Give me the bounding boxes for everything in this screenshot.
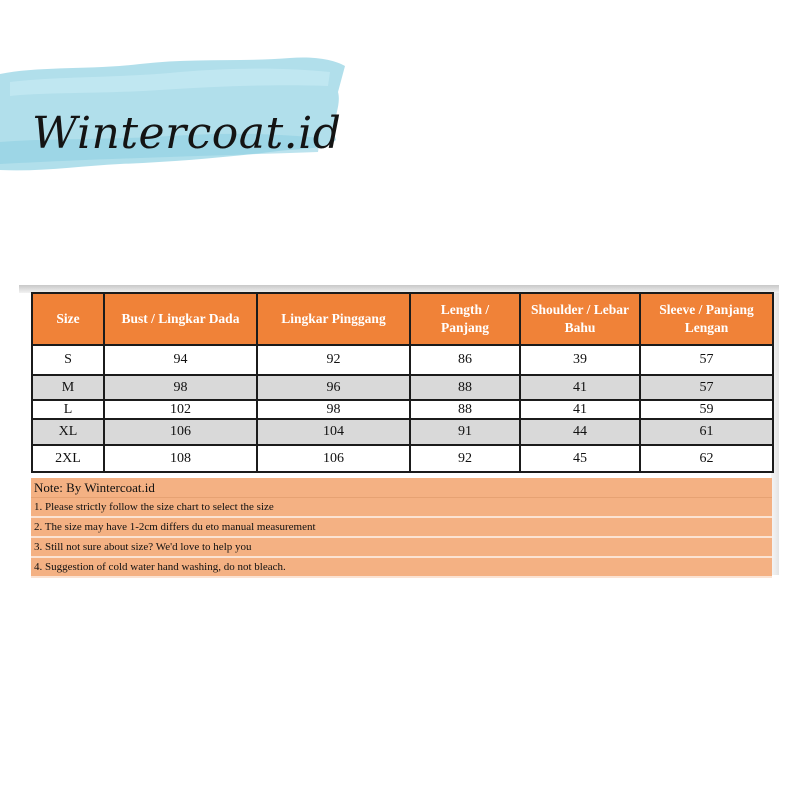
cell-length: 91	[410, 419, 520, 445]
cell-sleeve: 59	[640, 400, 773, 419]
cell-shoulder: 41	[520, 400, 640, 419]
cell-bust: 98	[104, 375, 257, 400]
cell-size: L	[32, 400, 104, 419]
note-item: 2. The size may have 1-2cm differs du eto manual measurement	[31, 518, 772, 538]
cell-bust: 94	[104, 345, 257, 375]
cell-sleeve: 62	[640, 445, 773, 472]
cell-sleeve: 57	[640, 345, 773, 375]
cell-waist: 98	[257, 400, 410, 419]
cell-shoulder: 44	[520, 419, 640, 445]
notes-title: Note: By Wintercoat.id	[31, 478, 772, 498]
cell-size: 2XL	[32, 445, 104, 472]
cell-shoulder: 45	[520, 445, 640, 472]
cell-waist: 92	[257, 345, 410, 375]
cell-shoulder: 41	[520, 375, 640, 400]
notes-section	[31, 478, 772, 578]
cell-sleeve: 57	[640, 375, 773, 400]
size-chart-table	[31, 292, 774, 473]
note-item: 1. Please strictly follow the size chart to select the size	[31, 498, 772, 518]
cell-bust: 102	[104, 400, 257, 419]
cell-length: 86	[410, 345, 520, 375]
cell-length: 88	[410, 400, 520, 419]
header-length: Length / Panjang	[410, 293, 520, 345]
cell-bust: 106	[104, 419, 257, 445]
brand-logo-text: Wintercoat.id	[32, 108, 342, 159]
cell-size: S	[32, 345, 104, 375]
cell-length: 88	[410, 375, 520, 400]
cell-sleeve: 61	[640, 419, 773, 445]
cell-waist: 104	[257, 419, 410, 445]
cell-size: XL	[32, 419, 104, 445]
table-header-row	[32, 293, 773, 345]
table-row	[32, 445, 773, 472]
brand-header	[0, 52, 345, 177]
header-shoulder: Shoulder / Lebar Bahu	[520, 293, 640, 345]
cell-waist: 96	[257, 375, 410, 400]
header-waist: Lingkar Pinggang	[257, 293, 410, 345]
header-sleeve: Sleeve / Panjang Lengan	[640, 293, 773, 345]
note-item: 4. Suggestion of cold water hand washing, do not bleach.	[31, 558, 772, 578]
cell-length: 92	[410, 445, 520, 472]
cell-bust: 108	[104, 445, 257, 472]
cell-waist: 106	[257, 445, 410, 472]
cell-shoulder: 39	[520, 345, 640, 375]
header-size: Size	[32, 293, 104, 345]
table-row	[32, 419, 773, 445]
table-row	[32, 345, 773, 375]
cell-size: M	[32, 375, 104, 400]
note-item: 3. Still not sure about size? We'd love to help you	[31, 538, 772, 558]
table-row	[32, 375, 773, 400]
size-chart-sheet	[19, 285, 779, 575]
table-row	[32, 400, 773, 419]
header-bust: Bust / Lingkar Dada	[104, 293, 257, 345]
